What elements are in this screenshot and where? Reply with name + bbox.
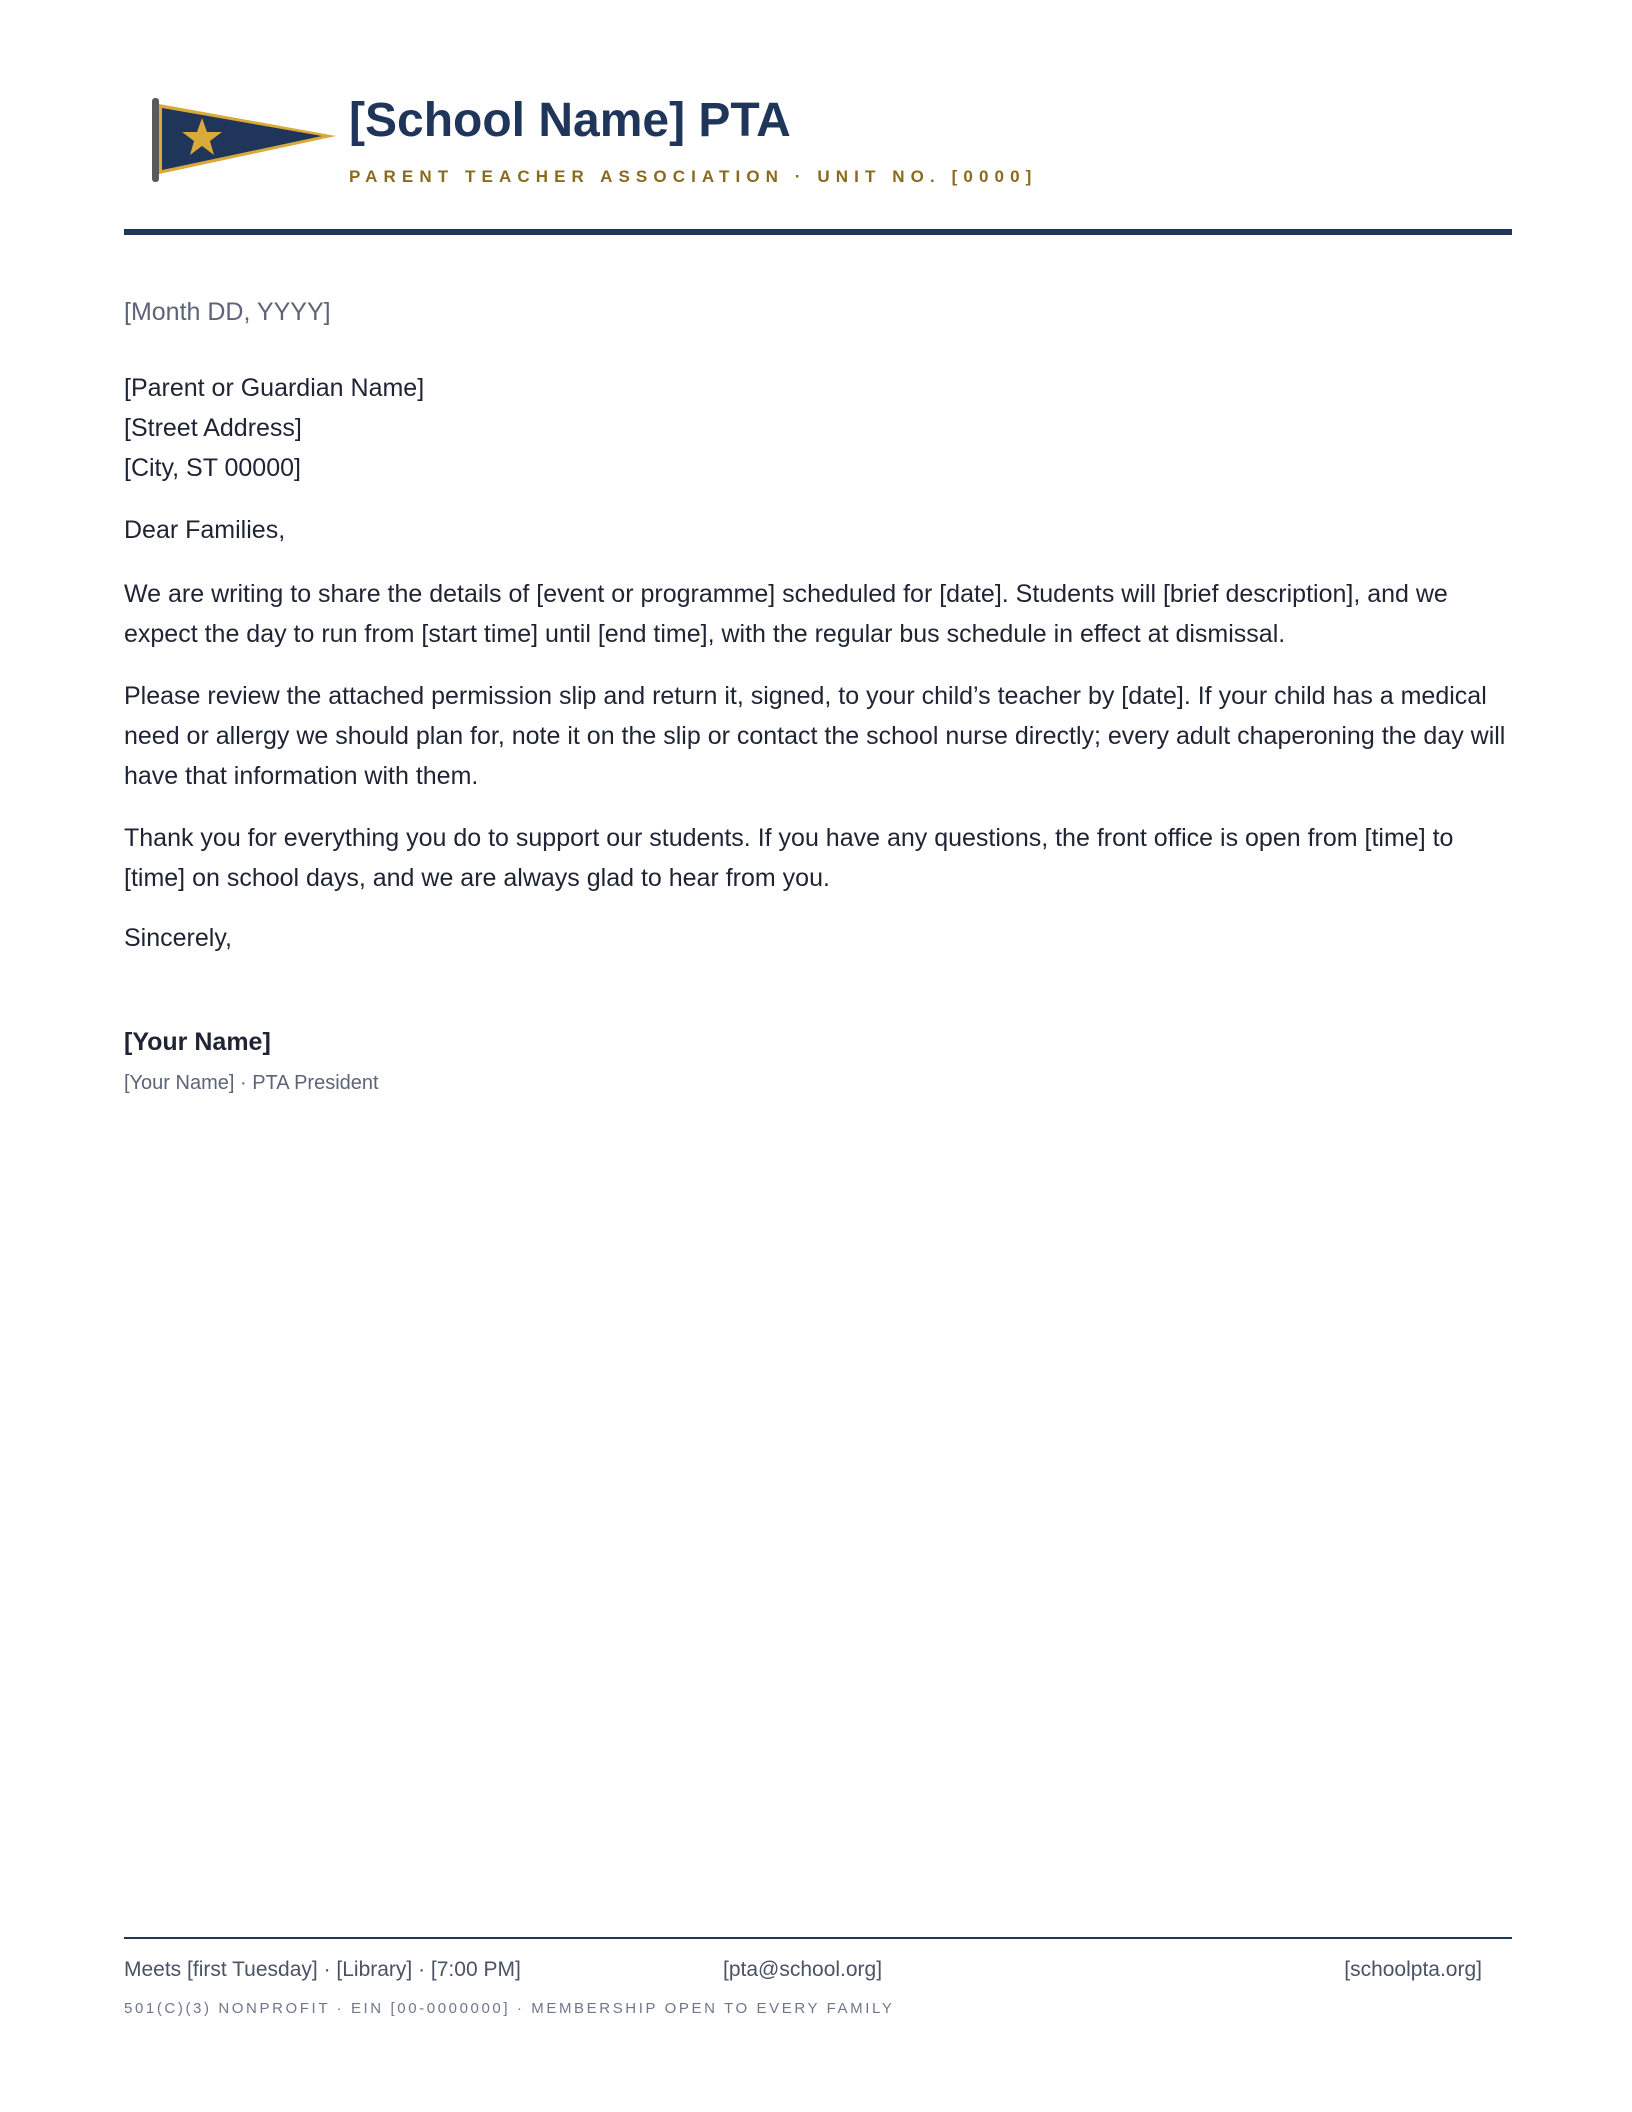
footer-email: [pta@school.org]: [723, 1958, 883, 1981]
body-paragraph: We are writing to share the details of [event or programme] scheduled for [date]. Students will [brief description], and we expect the day to run from [start time] until [end time], with the regular bus schedule in effect at dismissal.: [124, 580, 1448, 648]
letter-date: [Month DD, YYYY]: [124, 298, 331, 326]
header-divider: [124, 229, 1512, 235]
footer-website: [schoolpta.org]: [1344, 1958, 1482, 1981]
closing: Sincerely,: [124, 924, 232, 952]
recipient-city: [City, ST 00000]: [124, 454, 301, 482]
recipient-name: [Parent or Guardian Name]: [124, 374, 425, 402]
body-paragraph: Thank you for everything you do to support our students. If you have any questions, the front office is open from [time] to [time] on school days, and we are always glad to hear from you.: [124, 824, 1454, 892]
footer-meeting-info: Meets [first Tuesday] · [Library] · [7:00 PM]: [124, 1958, 521, 1981]
org-tagline: PARENT TEACHER ASSOCIATION · UNIT NO. [0000]: [349, 167, 1038, 186]
org-name: [School Name] PTA: [349, 94, 791, 147]
recipient-street: [Street Address]: [124, 414, 302, 442]
footer-legal: 501(C)(3) NONPROFIT · EIN [00-0000000] · MEMBERSHIP OPEN TO EVERY FAMILY: [124, 2000, 895, 2017]
footer-divider: [124, 1937, 1512, 1939]
pennant-star-icon: [150, 96, 340, 184]
signature-name: [Your Name]: [124, 1028, 271, 1056]
salutation: Dear Families,: [124, 516, 286, 544]
body-paragraph: Please review the attached permission slip and return it, signed, to your child’s teacher by [date]. If your child has a medical need or allergy we should plan for, note it on the slip or contact the school nurse directly; every adult chaperoning the day will have that information with them.: [124, 682, 1506, 790]
signature-title: [Your Name] · PTA President: [124, 1072, 379, 1094]
recipient-address: [124, 368, 424, 488]
